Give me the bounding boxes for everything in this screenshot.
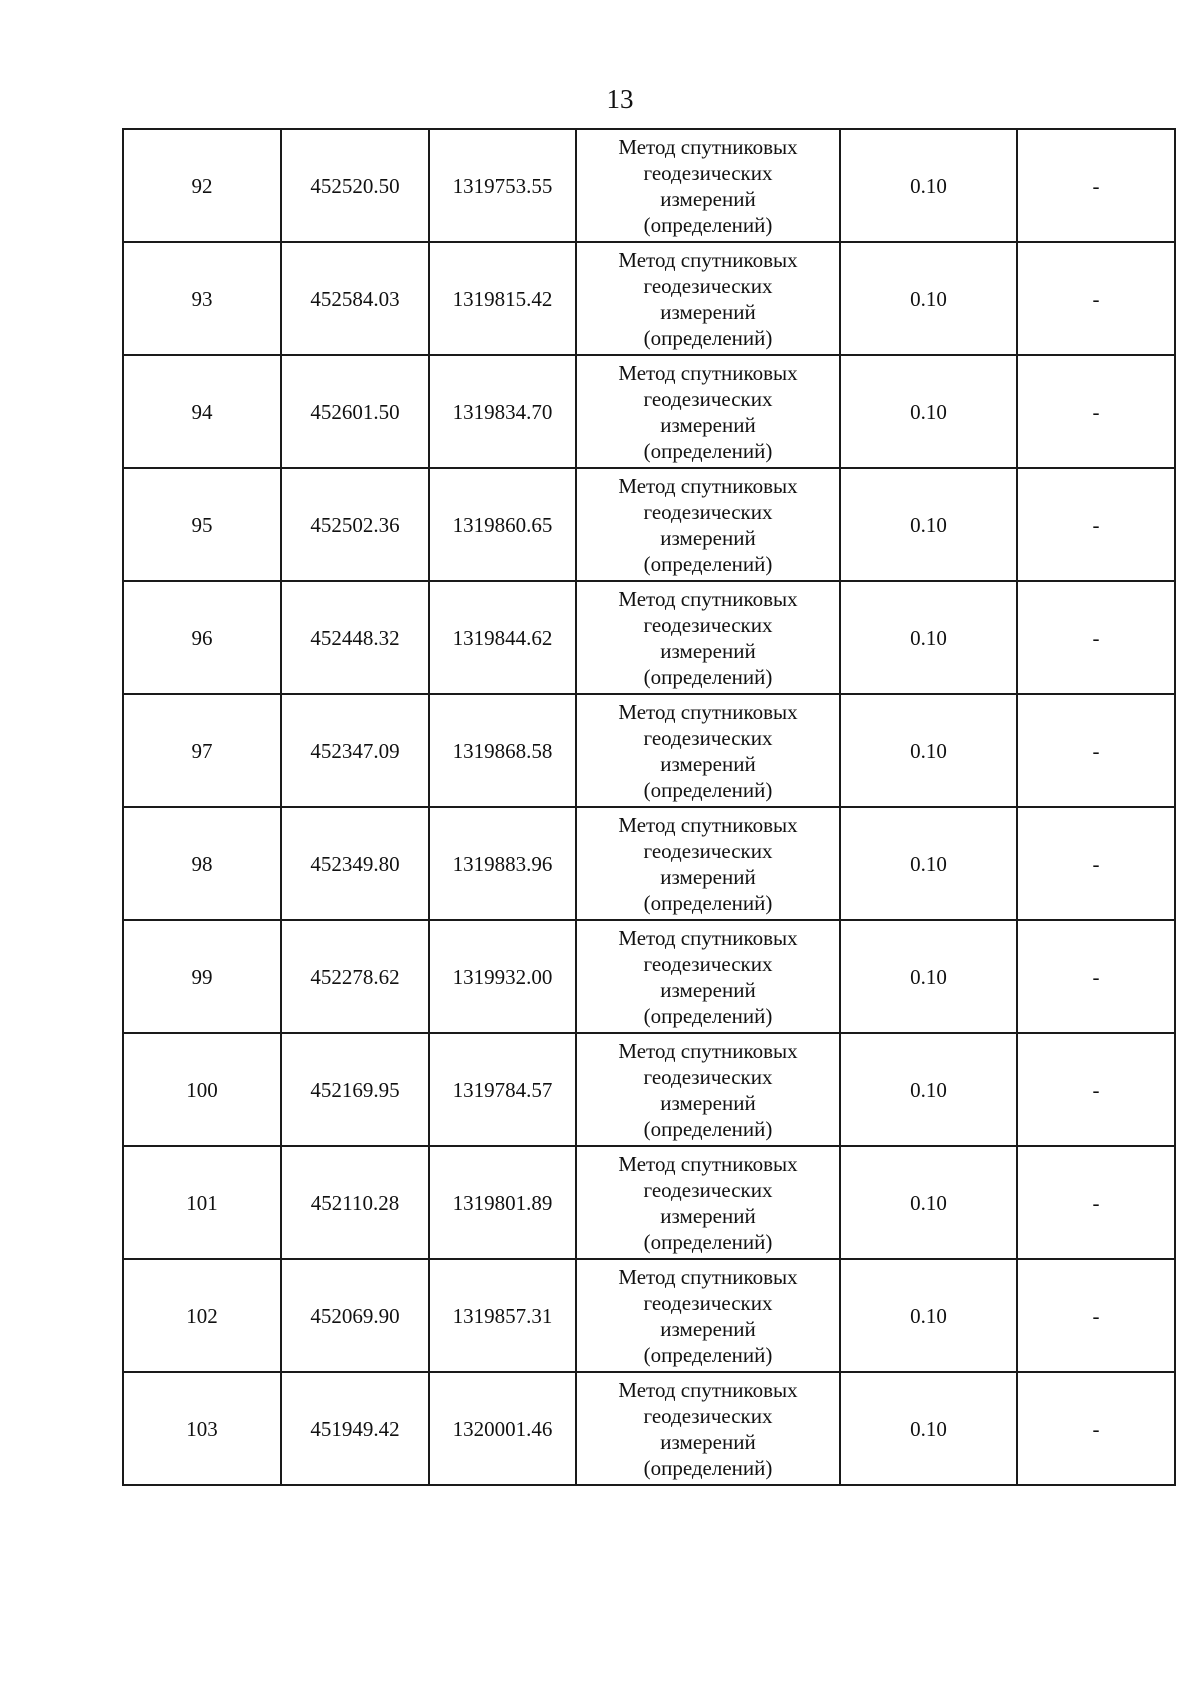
y-coordinate-cell: 1319834.70	[429, 355, 576, 468]
table-row	[123, 1033, 1175, 1146]
page-number: 13	[606, 84, 634, 114]
method-line: геодезических	[643, 499, 773, 524]
method-line: Метод спутниковых	[618, 247, 798, 272]
method-line: геодезических	[643, 951, 773, 976]
method-line: (определений)	[643, 1003, 773, 1028]
x-coordinate-cell: 452601.50	[281, 355, 429, 468]
x-coordinate-cell: 451949.42	[281, 1372, 429, 1485]
y-coordinate-cell: 1319815.42	[429, 242, 576, 355]
table-row	[123, 355, 1175, 468]
x-coordinate-cell: 452069.90	[281, 1259, 429, 1372]
precision-cell: 0.10	[840, 1146, 1017, 1259]
y-coordinate-cell: 1319857.31	[429, 1259, 576, 1372]
x-coordinate-cell: 452584.03	[281, 242, 429, 355]
method-line: Метод спутниковых	[618, 1038, 798, 1063]
note-cell: -	[1017, 694, 1175, 807]
method-line: Метод спутниковых	[618, 134, 798, 159]
x-coordinate-cell: 452448.32	[281, 581, 429, 694]
point-number-cell: 94	[123, 355, 281, 468]
method-line: Метод спутниковых	[618, 360, 798, 385]
method-line: геодезических	[643, 1177, 773, 1202]
method-line: (определений)	[643, 777, 773, 802]
point-number-cell: 93	[123, 242, 281, 355]
method-cell	[576, 920, 840, 1033]
method-cell	[576, 355, 840, 468]
method-line: (определений)	[643, 325, 773, 350]
x-coordinate-cell: 452110.28	[281, 1146, 429, 1259]
method-line: измерений	[660, 1316, 756, 1341]
note-cell: -	[1017, 129, 1175, 242]
table-row	[123, 1146, 1175, 1259]
method-line: (определений)	[643, 1342, 773, 1367]
x-coordinate-cell: 452278.62	[281, 920, 429, 1033]
point-number-cell: 92	[123, 129, 281, 242]
method-line: (определений)	[643, 551, 773, 576]
coordinates-table-body	[123, 129, 1175, 1485]
method-line: измерений	[660, 751, 756, 776]
method-line: измерений	[660, 525, 756, 550]
point-number-cell: 97	[123, 694, 281, 807]
method-line: геодезических	[643, 386, 773, 411]
note-cell: -	[1017, 920, 1175, 1033]
method-cell	[576, 1033, 840, 1146]
table-row	[123, 1259, 1175, 1372]
point-number-cell: 103	[123, 1372, 281, 1485]
note-cell: -	[1017, 1372, 1175, 1485]
precision-cell: 0.10	[840, 807, 1017, 920]
y-coordinate-cell: 1319801.89	[429, 1146, 576, 1259]
note-cell: -	[1017, 1146, 1175, 1259]
method-line: геодезических	[643, 612, 773, 637]
method-line: геодезических	[643, 725, 773, 750]
method-cell	[576, 468, 840, 581]
method-line: измерений	[660, 299, 756, 324]
y-coordinate-cell: 1320001.46	[429, 1372, 576, 1485]
method-line: (определений)	[643, 1229, 773, 1254]
method-line: Метод спутниковых	[618, 699, 798, 724]
x-coordinate-cell: 452347.09	[281, 694, 429, 807]
precision-cell: 0.10	[840, 694, 1017, 807]
note-cell: -	[1017, 242, 1175, 355]
note-cell: -	[1017, 581, 1175, 694]
method-cell	[576, 694, 840, 807]
method-line: (определений)	[643, 438, 773, 463]
note-cell: -	[1017, 807, 1175, 920]
method-line: Метод спутниковых	[618, 1264, 798, 1289]
table-row	[123, 807, 1175, 920]
method-cell	[576, 581, 840, 694]
y-coordinate-cell: 1319868.58	[429, 694, 576, 807]
method-cell	[576, 242, 840, 355]
x-coordinate-cell: 452520.50	[281, 129, 429, 242]
point-number-cell: 99	[123, 920, 281, 1033]
precision-cell: 0.10	[840, 920, 1017, 1033]
method-cell	[576, 1372, 840, 1485]
method-line: (определений)	[643, 890, 773, 915]
method-line: (определений)	[643, 1455, 773, 1480]
y-coordinate-cell: 1319883.96	[429, 807, 576, 920]
x-coordinate-cell: 452169.95	[281, 1033, 429, 1146]
method-line: Метод спутниковых	[618, 586, 798, 611]
precision-cell: 0.10	[840, 129, 1017, 242]
note-cell: -	[1017, 1259, 1175, 1372]
y-coordinate-cell: 1319932.00	[429, 920, 576, 1033]
precision-cell: 0.10	[840, 1033, 1017, 1146]
x-coordinate-cell: 452349.80	[281, 807, 429, 920]
method-line: Метод спутниковых	[618, 1151, 798, 1176]
method-line: геодезических	[643, 1064, 773, 1089]
point-number-cell: 95	[123, 468, 281, 581]
method-line: геодезических	[643, 1403, 773, 1428]
point-number-cell: 100	[123, 1033, 281, 1146]
method-line: измерений	[660, 1203, 756, 1228]
method-cell	[576, 807, 840, 920]
x-coordinate-cell: 452502.36	[281, 468, 429, 581]
note-cell: -	[1017, 468, 1175, 581]
table-row	[123, 694, 1175, 807]
method-line: измерений	[660, 412, 756, 437]
method-line: Метод спутниковых	[618, 1377, 798, 1402]
precision-cell: 0.10	[840, 242, 1017, 355]
table-row	[123, 468, 1175, 581]
method-cell	[576, 129, 840, 242]
table-row	[123, 1372, 1175, 1485]
method-line: измерений	[660, 638, 756, 663]
table-row	[123, 129, 1175, 242]
method-line: геодезических	[643, 838, 773, 863]
method-line: Метод спутниковых	[618, 925, 798, 950]
method-line: геодезических	[643, 1290, 773, 1315]
method-line: измерений	[660, 1429, 756, 1454]
method-line: (определений)	[643, 212, 773, 237]
note-cell: -	[1017, 1033, 1175, 1146]
method-line: (определений)	[643, 1116, 773, 1141]
note-cell: -	[1017, 355, 1175, 468]
table-row	[123, 242, 1175, 355]
precision-cell: 0.10	[840, 1372, 1017, 1485]
method-line: измерений	[660, 864, 756, 889]
method-cell	[576, 1146, 840, 1259]
table-row	[123, 581, 1175, 694]
point-number-cell: 96	[123, 581, 281, 694]
precision-cell: 0.10	[840, 355, 1017, 468]
point-number-cell: 98	[123, 807, 281, 920]
method-line: измерений	[660, 186, 756, 211]
coordinates-table	[122, 128, 1176, 1486]
y-coordinate-cell: 1319860.65	[429, 468, 576, 581]
point-number-cell: 102	[123, 1259, 281, 1372]
method-line: измерений	[660, 1090, 756, 1115]
method-line: Метод спутниковых	[618, 812, 798, 837]
y-coordinate-cell: 1319784.57	[429, 1033, 576, 1146]
method-cell	[576, 1259, 840, 1372]
method-line: измерений	[660, 977, 756, 1002]
table-row	[123, 920, 1175, 1033]
y-coordinate-cell: 1319753.55	[429, 129, 576, 242]
precision-cell: 0.10	[840, 1259, 1017, 1372]
precision-cell: 0.10	[840, 468, 1017, 581]
point-number-cell: 101	[123, 1146, 281, 1259]
precision-cell: 0.10	[840, 581, 1017, 694]
method-line: геодезических	[643, 160, 773, 185]
method-line: геодезических	[643, 273, 773, 298]
method-line: (определений)	[643, 664, 773, 689]
y-coordinate-cell: 1319844.62	[429, 581, 576, 694]
method-line: Метод спутниковых	[618, 473, 798, 498]
